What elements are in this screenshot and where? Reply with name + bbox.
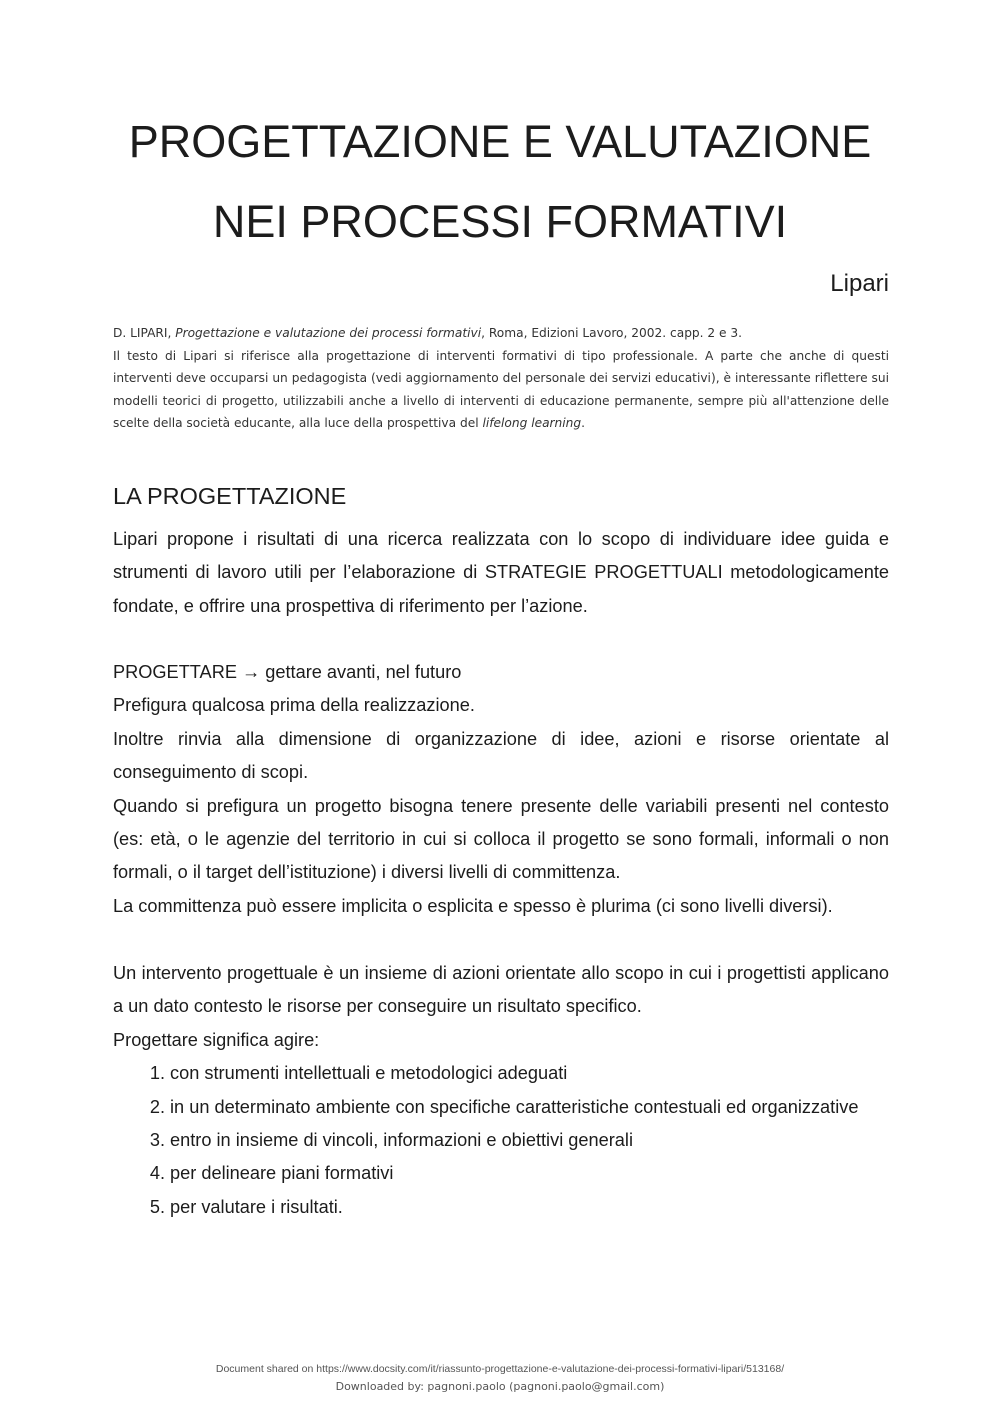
list-item-number: 1. (149, 1063, 165, 1084)
list-item-number: 4. (149, 1163, 165, 1184)
footer-shared-url: Document shared on https://www.docsity.com/it/riassunto-progettazione-e-valutazione-dei-processi-formativi-lipari/513168/ (215, 1363, 785, 1375)
paragraph-ricerca: Lipari propone i risultati di una ricerca realizzata con lo scopo di individuare idee guida e strumenti di lavoro utili per l’elaborazione di STRATEGIE PROGETTUALI metodologicamente fondate, e offrire una prospettiva di riferimento per l’azione. (113, 529, 889, 616)
list-item-text: con strumenti intellettuali e metodologici adeguati (170, 1063, 568, 1084)
intro-end: . (581, 416, 586, 430)
list-item-number: 5. (149, 1196, 165, 1217)
list-item (113, 1091, 889, 1124)
intro-paragraph (113, 345, 889, 435)
reference-suffix: , Roma, Edizioni Lavoro, 2002. capp. 2 e 3. (481, 326, 743, 340)
author-name: Lipari (830, 270, 889, 297)
list-item-text: per delineare piani formativi (170, 1163, 394, 1184)
document-title-line1: PROGETTAZIONE E VALUTAZIONE (128, 116, 872, 167)
paragraph-inoltre: Inoltre rinvia alla dimensione di organizzazione di idee, azioni e risorse orientate al conseguimento di scopi. (113, 728, 889, 783)
list-item-number: 2. (149, 1096, 165, 1117)
body-block-2 (113, 656, 889, 923)
list-item (113, 1124, 889, 1157)
list-item-number: 3. (149, 1130, 165, 1151)
progettare-definition: PROGETTARE → gettare avanti, nel futuro (113, 662, 462, 682)
reference-book-title: Progettazione e valutazione dei processi formativi (175, 326, 482, 340)
steps-list (113, 1057, 889, 1224)
paragraph-quando: Quando si prefigura un progetto bisogna tenere presente delle variabili presenti nel contesto (es: età, o le agenzie del territorio in cui si colloca il progetto se sono formali, informali o non formali, o il target dell’istituzione) i diversi livelli di committenza. (113, 795, 889, 883)
bibliographic-reference (113, 322, 889, 345)
footer-downloaded-by: Downloaded by: pagnoni.paolo (pagnoni.paolo@gmail.com) (335, 1380, 665, 1393)
section-heading: LA PROGETTAZIONE (113, 483, 347, 509)
list-item-text: entro in insieme di vincoli, informazioni e obiettivi generali (170, 1130, 633, 1151)
intro-block (113, 322, 889, 435)
paragraph-committenza: La committenza può essere implicita o esplicita e spesso è plurima (ci sono livelli diversi). (113, 895, 833, 916)
paragraph-agire: Progettare significa agire: (113, 1029, 320, 1050)
list-item (113, 1057, 889, 1090)
paragraph-intervento: Un intervento progettuale è un insieme di azioni orientate allo scopo in cui i progettisti applicano a un dato contesto le risorse per conseguire un risultato specifico. (113, 963, 889, 1017)
body-block-3 (113, 957, 889, 1224)
intro-emphasis: lifelong learning (482, 416, 582, 430)
list-item (113, 1191, 889, 1224)
paragraph-prefigura: Prefigura qualcosa prima della realizzazione. (113, 695, 475, 716)
list-item-text: per valutare i risultati. (170, 1196, 343, 1217)
list-item (113, 1157, 889, 1190)
list-item-text: in un determinato ambiente con specifiche caratteristiche contestuali ed organizzative (170, 1096, 859, 1117)
reference-prefix: D. LIPARI, (113, 326, 176, 340)
body-block-1 (113, 523, 889, 623)
document-title-line2: NEI PROCESSI FORMATIVI (212, 196, 788, 247)
intro-text: Il testo di Lipari si riferisce alla progettazione di interventi formativi di tipo professionale. A parte che anche di questi interventi deve occuparsi un pedagogista (vedi aggiornamento del personale dei servizi educativi), è interessante riflettere sui modelli teorici di progetto, utilizzabili anche a livello di interventi di educazione permanente, sempre più all'attenzione delle scelte della società educante, alla luce della prospettiva del (113, 348, 889, 430)
